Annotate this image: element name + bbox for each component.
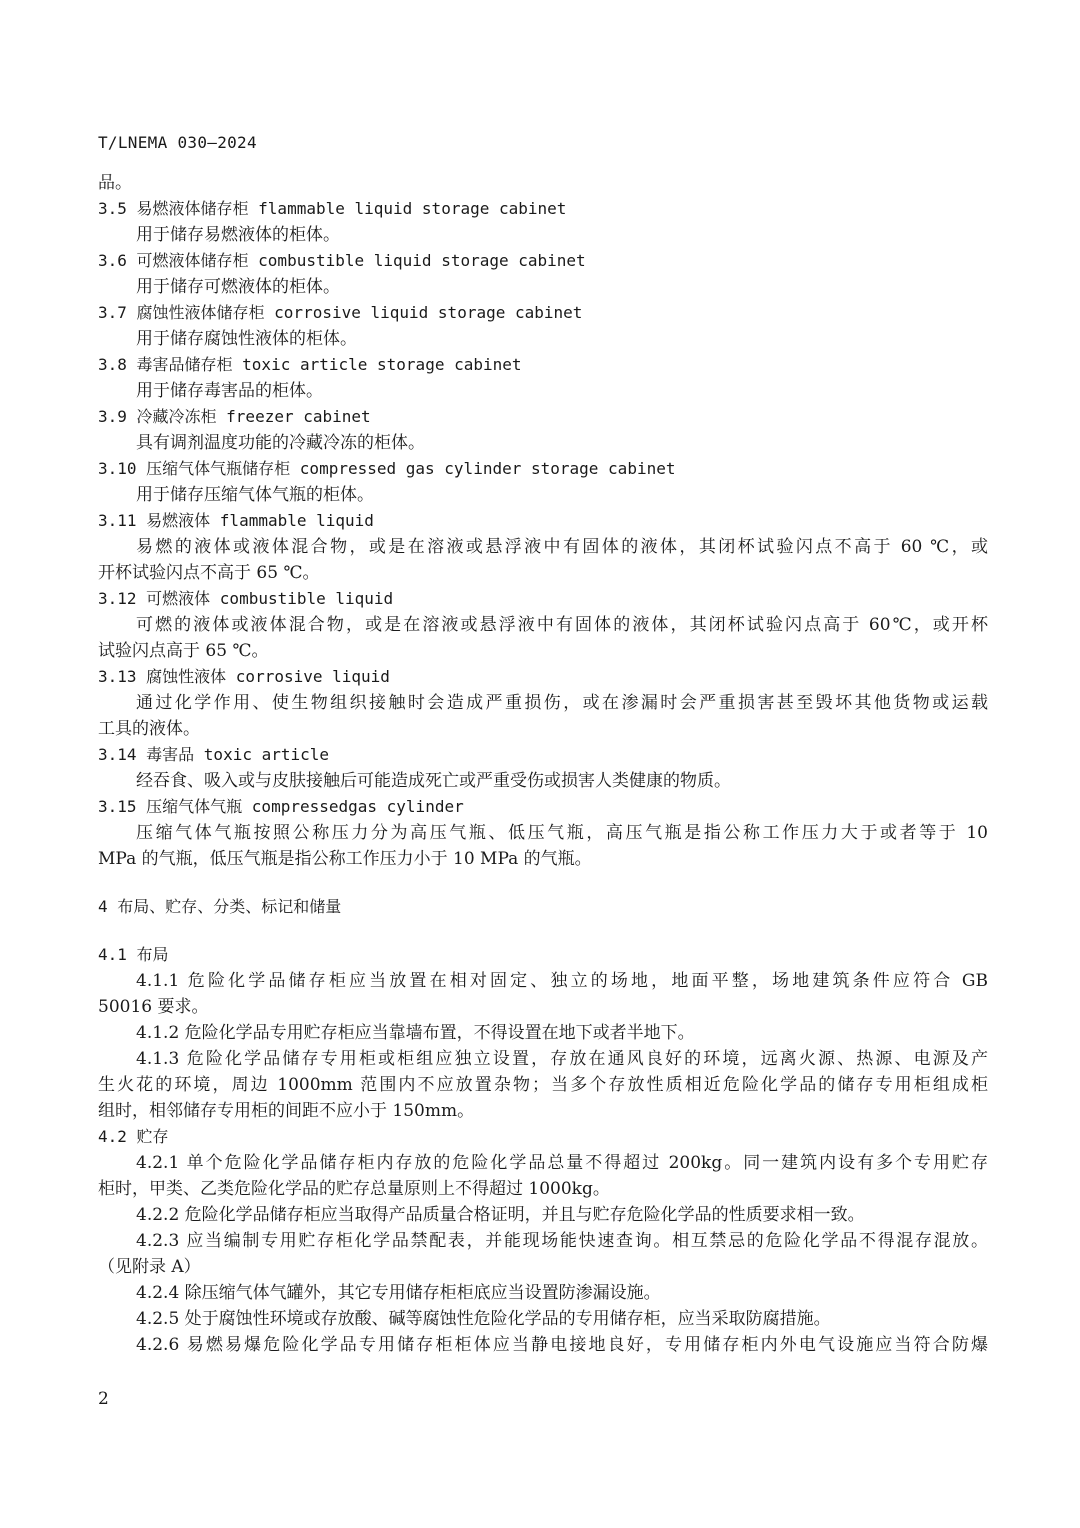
paragraph-line: 4.1.2 危险化学品专用贮存柜应当靠墙布置，不得设置在地下或者半地下。 — [136, 1023, 695, 1043]
paragraph-line: 具有调剂温度功能的冷藏冷冻的柜体。 — [136, 433, 425, 453]
term-heading: 3.10 压缩气体气瓶储存柜 compressed gas cylinder storage cabinet — [98, 459, 676, 478]
paragraph-line: 可燃的液体或液体混合物，或是在溶液或悬浮液中有固体的液体，其闭杯试验闪点高于 60℃，或开杯 — [136, 615, 988, 635]
body-text-line: （见附录 A） — [98, 1257, 201, 1277]
page-number: 2 — [98, 1389, 109, 1409]
paragraph-line: 4.2.3 应当编制专用贮存柜化学品禁配表，并能现场能快速查询。相互禁忌的危险化学品不得混存混放。 — [136, 1231, 988, 1251]
paragraph-line: 4.2.4 除压缩气体气罐外，其它专用储存柜柜底应当设置防渗漏设施。 — [136, 1283, 661, 1303]
paragraph-line: 用于储存毒害品的柜体。 — [136, 381, 323, 401]
paragraph-line: 经吞食、吸入或与皮肤接触后可能造成死亡或严重受伤或损害人类健康的物质。 — [136, 771, 731, 791]
paragraph-line: 4.2.5 处于腐蚀性环境或存放酸、碱等腐蚀性危险化学品的专用储存柜，应当采取防腐措施。 — [136, 1309, 831, 1329]
section-heading: 4.1 布局 — [98, 945, 169, 964]
paragraph-line: 通过化学作用、使生物组织接触时会造成严重损伤，或在渗漏时会严重损害甚至毁坏其他货物或运载 — [136, 693, 988, 713]
term-heading: 3.14 毒害品 toxic article — [98, 745, 330, 764]
paragraph-line: 压缩气体气瓶按照公称压力分为高压气瓶、低压气瓶，高压气瓶是指公称工作压力大于或者等于 10 — [136, 823, 988, 843]
body-text-line: 品。 — [98, 173, 132, 193]
term-heading: 3.6 可燃液体储存柜 combustible liquid storage cabinet — [98, 251, 586, 270]
section-heading: 4.2 贮存 — [98, 1127, 169, 1146]
section-gap — [98, 872, 988, 894]
paragraph-line: 4.1.1 危险化学品储存柜应当放置在相对固定、独立的场地，地面平整，场地建筑条件应符合 GB — [136, 971, 988, 991]
paragraph-line: 用于储存可燃液体的柜体。 — [136, 277, 340, 297]
paragraph-line: 4.2.1 单个危险化学品储存柜内存放的危险化学品总量不得超过 200kg。同一建筑内设有多个专用贮存 — [136, 1153, 988, 1173]
body-text-line: 工具的液体。 — [98, 719, 200, 739]
paragraph-line: 用于储存压缩气体气瓶的柜体。 — [136, 485, 374, 505]
paragraph-line: 4.2.2 危险化学品储存柜应当取得产品质量合格证明，并且与贮存危险化学品的性质要求相一致。 — [136, 1205, 865, 1225]
section-heading: 4 布局、贮存、分类、标记和储量 — [98, 897, 342, 916]
document-body — [98, 170, 988, 1358]
term-heading: 3.5 易燃液体储存柜 flammable liquid storage cabinet — [98, 199, 567, 218]
term-heading: 3.9 冷藏冷冻柜 freezer cabinet — [98, 407, 371, 426]
body-text-line: 柜时，甲类、乙类危险化学品的贮存总量原则上不得超过 1000kg。 — [98, 1179, 610, 1199]
term-heading: 3.8 毒害品储存柜 toxic article storage cabinet — [98, 355, 522, 374]
body-text-line: 组时，相邻储存专用柜的间距不应小于 150mm。 — [98, 1101, 475, 1121]
paragraph-line: 用于储存易燃液体的柜体。 — [136, 225, 340, 245]
paragraph-line: 易燃的液体或液体混合物，或是在溶液或悬浮液中有固体的液体，其闭杯试验闪点不高于 60 ℃，或 — [136, 537, 988, 557]
body-text-line: 试验闪点高于 65 ℃。 — [98, 641, 269, 661]
paragraph-line: 用于储存腐蚀性液体的柜体。 — [136, 329, 357, 349]
document-code-header: T/LNEMA 030—2024 — [98, 133, 257, 152]
term-heading: 3.15 压缩气体气瓶 compressedgas cylinder — [98, 797, 464, 816]
body-text-line: MPa 的气瓶，低压气瓶是指公称工作压力小于 10 MPa 的气瓶。 — [98, 849, 592, 869]
body-text-line: 开杯试验闪点不高于 65 ℃。 — [98, 563, 320, 583]
term-heading: 3.11 易燃液体 flammable liquid — [98, 511, 374, 530]
term-heading: 3.12 可燃液体 combustible liquid — [98, 589, 394, 608]
section-gap — [98, 920, 988, 942]
term-heading: 3.7 腐蚀性液体储存柜 corrosive liquid storage cabinet — [98, 303, 583, 322]
paragraph-line: 4.1.3 危险化学品储存专用柜或柜组应独立设置，存放在通风良好的环境，远离火源、热源、电源及产 — [136, 1049, 988, 1069]
paragraph-line: 4.2.6 易燃易爆危险化学品专用储存柜柜体应当静电接地良好，专用储存柜内外电气设施应当符合防爆 — [136, 1335, 988, 1355]
term-heading: 3.13 腐蚀性液体 corrosive liquid — [98, 667, 390, 686]
body-text-line: 50016 要求。 — [98, 997, 209, 1017]
paragraph-line: 生火花的环境，周边 1000mm 范围内不应放置杂物；当多个存放性质相近危险化学品的储存专用柜组成柜 — [98, 1075, 988, 1095]
